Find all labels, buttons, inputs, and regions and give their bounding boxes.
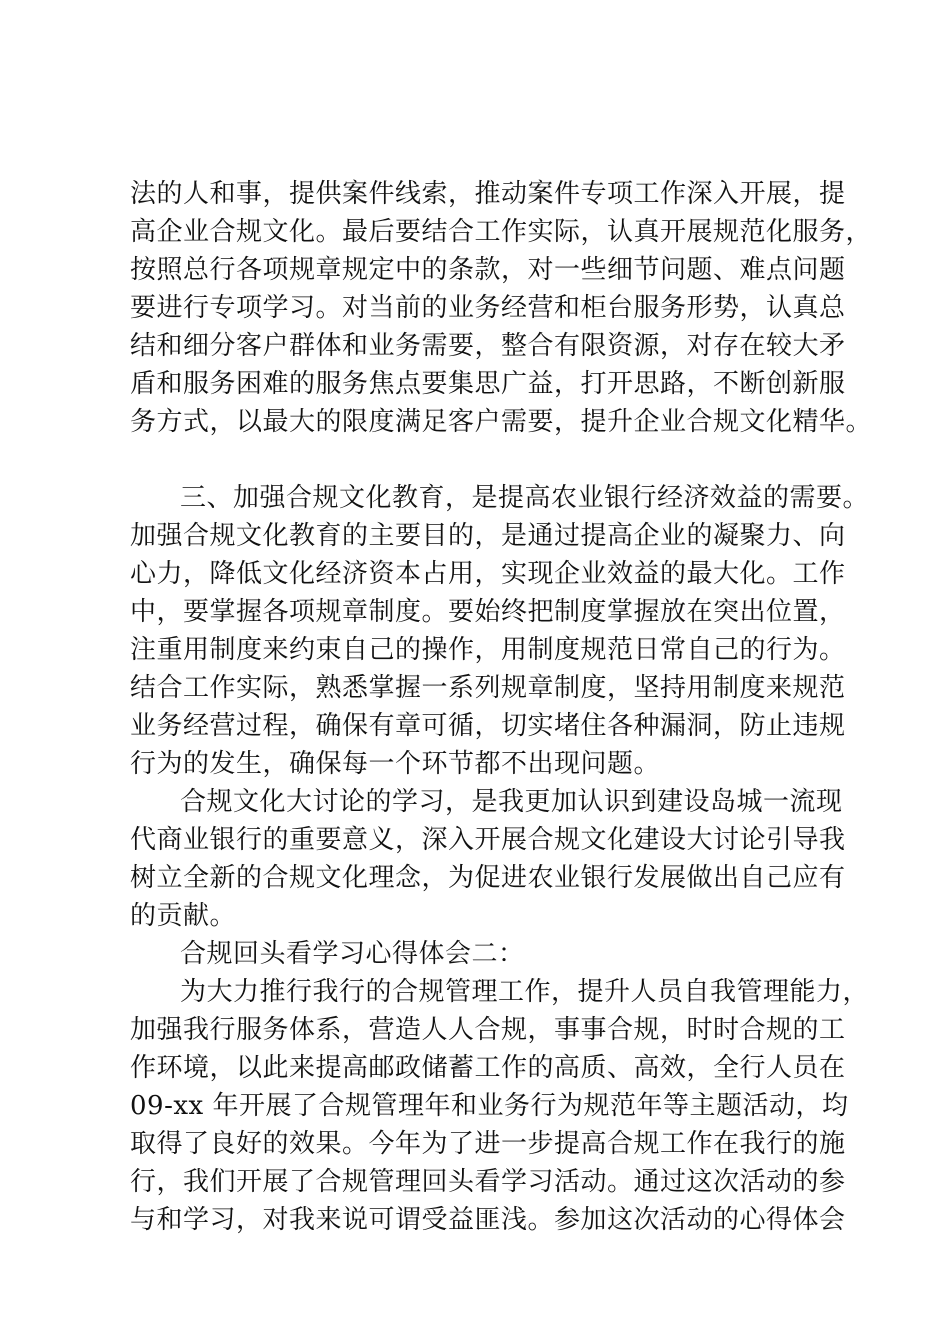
text-line: 结合工作实际，熟悉掌握一系列规章制度，坚持用制度来规范 (130, 673, 846, 703)
text-line: 注重用制度来约束自己的操作，用制度规范日常自己的行为。 (130, 635, 846, 665)
text-line: 树立全新的合规文化理念，为促进农业银行发展做出自己应有 (130, 863, 846, 893)
text-line: 务方式，以最大的限度满足客户需要，提升企业合规文化精华。 (130, 407, 873, 437)
text-line: 09-xx 年开展了合规管理年和业务行为规范年等主题活动，均 (130, 1091, 849, 1121)
text-line: 代商业银行的重要意义，深入开展合规文化建设大讨论引导我 (130, 825, 846, 855)
text-line: 加强合规文化教育的主要目的，是通过提高企业的凝聚力、向 (130, 521, 846, 551)
text-line: 法的人和事，提供案件线索，推动案件专项工作深入开展，提 (130, 179, 846, 209)
text-line: 行，我们开展了合规管理回头看学习活动。通过这次活动的参 (130, 1167, 846, 1197)
section-heading: 三、加强合规文化教育，是提高农业银行经济效益的需要。 (180, 483, 870, 513)
text-line: 盾和服务困难的服务焦点要集思广益，打开思路，不断创新服 (130, 369, 846, 399)
text-line: 业务经营过程，确保有章可循，切实堵住各种漏洞，防止违规 (130, 711, 846, 741)
text-line: 加强我行服务体系，营造人人合规，事事合规，时时合规的工 (130, 1015, 846, 1045)
text-line: 按照总行各项规章规定中的条款，对一些细节问题、难点问题 (130, 255, 846, 285)
text-line: 取得了良好的效果。今年为了进一步提高合规工作在我行的施 (130, 1129, 846, 1159)
text-line: 心力，降低文化经济资本占用，实现企业效益的最大化。工作 (130, 559, 846, 589)
text-line: 行为的发生，确保每一个环节都不出现问题。 (130, 749, 661, 779)
section-heading: 合规回头看学习心得体会二： (180, 939, 525, 969)
text-line: 结和细分客户群体和业务需要，整合有限资源，对存在较大矛 (130, 331, 846, 361)
text-line: 中，要掌握各项规章制度。要始终把制度掌握放在突出位置， (130, 597, 846, 627)
text-line: 高企业合规文化。最后要结合工作实际，认真开展规范化服务， (130, 217, 873, 247)
text-line: 的贡献。 (130, 901, 237, 931)
text-line: 作环境，以此来提高邮政储蓄工作的高质、高效，全行人员在 (130, 1053, 846, 1083)
text-line: 合规文化大讨论的学习，是我更加认识到建设岛城一流现 (180, 787, 843, 817)
text-line: 要进行专项学习。对当前的业务经营和柜台服务形势，认真总 (130, 293, 846, 323)
text-line: 与和学习，对我来说可谓受益匪浅。参加这次活动的心得体会 (130, 1205, 846, 1235)
text-line: 为大力推行我行的合规管理工作，提升人员自我管理能力， (180, 977, 870, 1007)
